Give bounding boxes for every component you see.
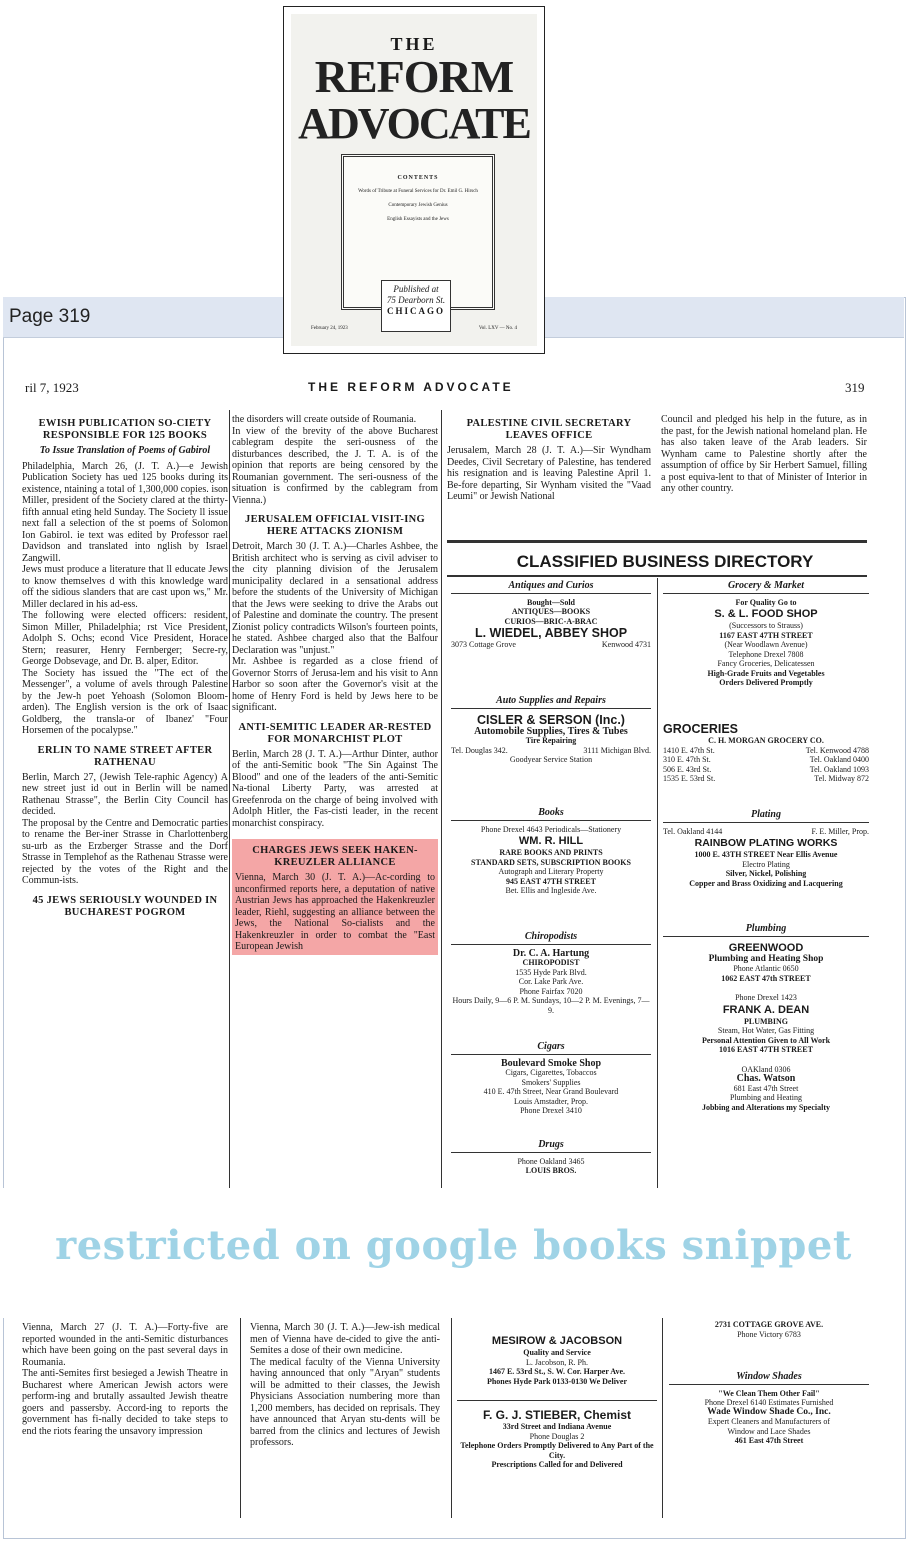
article-paragraph: Council and pledged his help in the future, as in the past, for the Jewish national homeland plan. He has also taken leave of the Arab leaders. Sir Wynham came to Palestine shortly after the assumption of office by Sir Herbert Samuel, filling a post equiva-lent to that of Minister of Interior in any other country. — [661, 414, 867, 494]
section-heading: Books — [451, 808, 651, 821]
scanned-page-upper — [5, 338, 902, 1188]
ad-business-name: Dr. C. A. Hartung — [512, 947, 590, 959]
cover-published-line: CHICAGO — [386, 306, 445, 316]
section-heading: Drugs — [451, 1140, 651, 1153]
ad-auto — [451, 696, 651, 765]
ad-line: Copper and Brass Oxidizing and Lacquering — [689, 878, 843, 888]
cover-published-line: Published at — [393, 284, 439, 294]
ad-business-name: S. & L. FOOD SHOP — [714, 608, 818, 620]
article-paragraph: The Society has issued the "The ect of the Messenger", a volume of avels through Palestine by the Jew-h poet Yehoash (Solomon Bloom-arden). The English version is the ork of Isaac Goldberg, the transla-or of Ibanez' "Four Horsemen of the pocalypse." — [22, 667, 228, 736]
article-paragraph: Berlin, March 28 (J. T. A.)—Arthur Dinter, author of the anti-Semitic book "The Sin Against The Blood" and one of the leaders of the anti-Semitic Na-tional Liberty Party, was arrested at Greefenroda on the charge of being involved with Adolph Hitler, the Fas-cisti leader, in the recent monarchist conspiracy. — [232, 748, 438, 829]
headline: EWISH PUBLICATION SO-CIETY RESPONSIBLE FOR 125 BOOKS — [38, 418, 212, 441]
ad-line: Phone Victory 6783 — [737, 1329, 801, 1339]
ad-line: Electro Plating — [742, 859, 790, 869]
ad-business-name: Wade Window Shade Co., Inc. — [707, 1406, 831, 1417]
column-2 — [232, 414, 438, 955]
ad-business-name: MESIROW & JACOBSON — [491, 1335, 623, 1347]
section-heading: Plating — [663, 810, 869, 823]
cover-the: THE — [390, 34, 438, 54]
ad-line: Autograph and Literary Property — [498, 867, 604, 876]
ad-line: Tel. Oakland 0400 — [809, 755, 869, 764]
ad-rule — [457, 1400, 657, 1401]
ad-line: High-Grade Fruits and Vegetables — [707, 668, 825, 678]
ad-line: For Quality Go to — [735, 597, 797, 607]
ad-line: Phones Hyde Park 0133-0130 We Deliver — [486, 1376, 628, 1386]
magazine-cover-thumbnail[interactable] — [283, 6, 545, 354]
subheadline: To Issue Translation of Poems of Gabirol — [39, 445, 211, 456]
ad-line: CURIOS—BRIC-A-BRAC — [504, 616, 598, 626]
ad-line: 461 East 47th Street — [734, 1436, 804, 1445]
ad-line: 2731 COTTAGE GROVE AVE. — [714, 1320, 824, 1329]
running-head-title: THE REFORM ADVOCATE — [308, 380, 514, 394]
ad-business-name: WM. R. HILL — [518, 835, 584, 847]
headline: ANTI-SEMITIC LEADER AR-RESTED FOR MONARCHIST PLOT — [238, 721, 432, 745]
headline: CHARGES JEWS SEEK HAKEN-KREUZLER ALLIANCE — [252, 845, 418, 868]
headline: PALESTINE CIVIL SECRETARY LEAVES OFFICE — [466, 418, 632, 441]
ad-line: Bet. Ellis and Ingleside Ave. — [505, 886, 597, 895]
cover-published-box — [381, 280, 451, 332]
article-paragraph: The following were elected officers: resident, Simon Miller, Philadelphia; rst Vice President, Adolph S. Ochs; econd Vice President, Horace Stern; reasurer, Henry Fernberger; Secre-ry, George Dobsevage, and Dr. B. alper, Editor. — [22, 610, 228, 667]
ad-business-name: Boulevard Smoke Shop — [500, 1057, 602, 1069]
ad-line: Jobbing and Alterations my Specialty — [701, 1102, 830, 1112]
column-1-lower — [22, 1322, 228, 1437]
ad-line: 1535 Hyde Park Blvd. — [515, 967, 587, 977]
ad-line: Tel. Douglas 342. — [451, 745, 508, 755]
ad-line: Kenwood 4731 — [601, 640, 651, 649]
ad-line: Telephone Orders Promptly Delivered to Any Part of the City. — [460, 1441, 654, 1460]
restricted-notice: restricted on google books snippet — [55, 1222, 852, 1269]
ad-line: Tel. Oakland 1093 — [809, 764, 869, 774]
directory-top-rule — [447, 540, 867, 543]
ad-line: 1167 EAST 47TH STREET — [719, 630, 813, 640]
ad-mesirow — [457, 1334, 657, 1386]
ad-cottage-grove — [669, 1320, 869, 1339]
ad-business-name: GREENWOOD — [728, 941, 804, 954]
headline: JERUSALEM OFFICIAL VISIT-ING HERE ATTACKS ZIONISM — [245, 514, 425, 537]
cover-contents-item: Words of Tribute at Funeral Services for Dr. Emil G. Hirsch — [358, 189, 478, 194]
section-heading: Cigars — [451, 1042, 651, 1055]
column-rule — [229, 410, 230, 1188]
ad-line: Cigars, Cigarettes, Tobaccos — [505, 1068, 597, 1077]
ad-line: 506 E. 43rd St. — [663, 764, 712, 774]
article-paragraph: the disorders will create outside of Roumania. — [232, 414, 417, 425]
directory-column-rule — [662, 1318, 663, 1518]
ad-business-name: L. WIEDEL, ABBEY SHOP — [474, 626, 628, 640]
column-rule — [441, 410, 442, 1188]
ad-line: 3111 Michigan Blvd. — [583, 745, 651, 755]
ad-business-name: CISLER & SERSON (Inc.) — [477, 712, 625, 727]
ad-line: Tire Repairing — [525, 736, 577, 745]
cover-contents-title: CONTENTS — [397, 175, 439, 181]
ad-line: ANTIQUES—BOOKS — [511, 607, 591, 616]
article-paragraph: Mr. Ashbee is regarded as a close friend of Governor Storrs of Jerusa-lem and his visit to Ann Harbor so soon after the Governor's visit at the home of Henry Ford is held by Jews here to be significant. — [232, 656, 438, 713]
ad-line: "We Clean Them Other Fail" — [718, 1388, 820, 1398]
ad-line: Phone Atlantic 0650 — [733, 964, 799, 973]
ad-line: 3073 Cottage Grove — [451, 640, 516, 649]
ad-line: Phone Oakland 3465 — [517, 1156, 585, 1166]
ad-line: F. E. Miller, Prop. — [811, 826, 869, 836]
ad-line: Phone Drexel 4643 Periodicals—Stationery — [480, 824, 622, 834]
ad-line: STANDARD SETS, SUBSCRIPTION BOOKS — [471, 857, 631, 867]
ad-line: 1062 EAST 47th STREET — [721, 973, 811, 983]
article-paragraph: Jews must produce a literature that ll educate Jews to know themselves d with this knowledge ward off the sidious slanders that are cast upon ws," Mr. Miller declared in his ad-ess. — [22, 564, 228, 610]
ad-line: C. H. MORGAN GROCERY CO. — [708, 736, 824, 745]
ad-line: Bought—Sold — [526, 597, 576, 607]
section-heading: Auto Supplies and Repairs — [451, 696, 651, 709]
cover-footer — [311, 326, 517, 331]
column-1 — [22, 414, 228, 922]
ad-line: 681 East 47th Street — [733, 1083, 799, 1093]
restricted-snippet-banner — [3, 1188, 904, 1318]
ad-plating — [663, 810, 869, 888]
ad-line: Expert Cleaners and Manufacturers of — [707, 1417, 831, 1426]
cover-published-line: 75 Dearborn St. — [386, 295, 446, 305]
ad-line: L. Jacobson, R. Ph. — [526, 1357, 588, 1367]
scanned-page-lower — [5, 1318, 902, 1533]
ad-stieber — [457, 1408, 657, 1470]
cover-advocate: ADVOCATE — [298, 99, 530, 148]
ad-grocery — [663, 581, 869, 688]
directory-column-rule — [657, 578, 658, 1188]
article-paragraph: Detroit, March 30 (J. T. A.)—Charles Ashbee, the British architect who is serving as civil adviser to the city planning division of the Jerusalem municipality declared in a sensational address before the students of the University of Michigan that the Jews were seeking to drive the Arabs out of Palestine and dominate the country. The present Zionist policy contradicts Wilson's fourteen points, he stated. Ashbee charged also that the Balfour Declaration was "unjust." — [232, 541, 438, 656]
section-heading: Chiropodists — [451, 932, 651, 945]
ad-line: Hours Daily, 9—6 P. M. Sundays, 10—2 P. M. Evenings, 7—9. — [452, 996, 650, 1015]
ad-window-shades — [669, 1372, 869, 1446]
ad-line: Telephone Drexel 7808 — [728, 649, 804, 659]
running-head-date: ril 7, 1923 — [25, 380, 79, 395]
cover-image — [291, 14, 537, 346]
cover-contents-item: English Essayists and the Jews — [387, 217, 449, 222]
ad-chiropodist — [451, 932, 651, 1015]
ad-line: Goodyear Service Station — [509, 755, 593, 764]
ad-line: 33rd Street and Indiana Avenue — [502, 1422, 612, 1431]
ad-line: Orders Delivered Promptly — [719, 678, 813, 687]
ad-line: Phone Douglas 2 — [529, 1431, 585, 1441]
headline: 45 JEWS SERIOUSLY WOUNDED IN BUCHAREST POGROM — [32, 894, 218, 918]
ad-line: 1467 E. 53rd St., S. W. Cor. Harper Ave. — [488, 1367, 626, 1376]
ad-line: Steam, Hot Water, Gas Fitting — [717, 1026, 815, 1035]
ad-line: Plumbing and Heating Shop — [708, 953, 824, 964]
ad-business-name: FRANK A. DEAN — [722, 1003, 810, 1016]
ad-business-name: RAINBOW PLATING WORKS — [694, 837, 838, 849]
cover-date: February 24, 1923 — [311, 326, 348, 331]
ad-groceries — [663, 722, 869, 784]
article-paragraph: The anti-Semites first besieged a Jewish Theatre in Bucharest where American Jewish actors were perform-ing and brutally assaulted Jewish theatre goers and passersby. Accord-ing to reports the government has fi-nally decided to take steps to end the riots fearing the unsavory impression — [22, 1368, 228, 1437]
article-paragraph: Berlin, March 27, (Jewish Tele-raphic Agency) A new street just id out in Berlin will be named Rathenau Strasse", the Berlin City Council has decided. — [22, 771, 228, 817]
ad-line: Phone Fairfax 7020 — [519, 986, 583, 996]
ad-cigars — [451, 1042, 651, 1116]
ad-line: Automobile Supplies, Tires & Tubes — [474, 725, 628, 737]
article-paragraph: Philadelphia, March 26, (J. T. A.)—e Jewish Publication Society has ued 125 books during its existence, ntaining a total of 1,300,000 copies. ison Miller, president of the Society clared at the thirty-fifth annual eting held Sunday. The Society ll issue next fall a selection of the st poems of Solomon Ion Gabirol. ie text was edited by Professor rael Davidson and translated into nglish by Israel Zangwill. — [22, 460, 228, 564]
ad-line: Phone Drexel 6140 Estimates Furnished — [704, 1398, 834, 1407]
ad-line: Tel. Midway 872 — [814, 774, 869, 783]
ad-line: Tel. Kenwood 4788 — [805, 745, 869, 755]
headline: ERLIN TO NAME STREET AFTER RATHENAU — [37, 744, 213, 768]
ad-line: OAKland 0306 — [741, 1064, 791, 1074]
page-number-label: Page 319 — [9, 306, 91, 327]
section-heading: Window Shades — [669, 1372, 869, 1385]
article-paragraph: Vienna, March 30 (J. T. A.)—Ac-cording to unconfirmed reports here, a deputation of native Austrian Jews has approached the Hakenkreuzler leader, Riehl, suggesting an alliance between the Jews, the National So-cialists and the Hakenkreuzler in order to combat the "East European Jewish — [235, 872, 435, 952]
column-3 — [447, 414, 651, 503]
ad-line: Quality and Service — [523, 1348, 591, 1357]
ad-line: CHIROPODIST — [522, 958, 580, 967]
ad-line: Window and Lace Shades — [727, 1426, 811, 1436]
article-paragraph: The medical faculty of the Vienna University having announced that only "Aryan" students will be admitted to their classes, the Jewish Physicians Association numbering more than 1,200 members, has decided on reprisals. They have announced that Aryan stu-dents will be barred from the clinics and lectures of Jewish professors. — [250, 1356, 440, 1448]
ad-business-name: GROCERIES — [663, 722, 739, 736]
cover-contents-item: Contemporary Jewish Genius — [388, 203, 448, 208]
column-4 — [661, 414, 867, 495]
section-heading: Antiques and Curios — [451, 581, 651, 594]
column-rule — [240, 1318, 241, 1518]
cover-reform: REFORM — [314, 51, 514, 102]
ad-books — [451, 808, 651, 896]
article-paragraph: In view of the brevity of the above Bucharest cablegram despite the seri-ousness of the disturbances described, the J. T. A. is of the opinion that reports are being censored by the Roumanian government. The seri-ousness of the situation is confirmed by the cablegram from Vienna.) — [232, 425, 438, 506]
ad-line: Phone Drexel 1423 — [735, 993, 797, 1002]
ad-line: (Near Woodlawn Avenue) — [724, 640, 808, 649]
section-heading: Plumbing — [663, 924, 869, 937]
article-paragraph: Vienna, March 30 (J. T. A.)—Jew-ish medical men of Vienna have de-cided to give the anti-Semites a dose of their own medicine. — [250, 1322, 440, 1356]
ad-line: Louis Amstadter, Prop. — [514, 1096, 588, 1106]
ad-plumbing — [663, 924, 869, 1112]
ad-line: 1016 EAST 47TH STREET — [719, 1045, 813, 1054]
ad-antiques — [451, 581, 651, 650]
ad-line: 1535 E. 53rd St. — [663, 774, 716, 783]
article-paragraph: Vienna, March 27 (J. T. A.)—Forty-five are reported wounded in the anti-Semitic disturbances which have been going on the past several days in Roumania. — [22, 1322, 228, 1368]
ad-line: 310 E. 47th St. — [663, 755, 711, 764]
ad-line: Plumbing and Heating — [730, 1093, 802, 1102]
ad-line: 945 EAST 47TH STREET — [506, 876, 596, 886]
highlighted-search-result[interactable] — [232, 839, 438, 955]
ad-line: 1410 E. 47th St. — [663, 745, 715, 755]
ad-line: LOUIS BROS. — [525, 1166, 577, 1175]
section-heading: Grocery & Market — [663, 581, 869, 594]
ad-line: Tel. Oakland 4144 — [663, 826, 723, 836]
ad-line: Silver, Nickel, Polishing — [725, 869, 807, 878]
ad-line: (Successors to Strauss) — [729, 621, 803, 630]
ad-line: Personal Attention Given to All Work — [701, 1035, 831, 1045]
column-2-lower — [250, 1322, 440, 1449]
cover-volume: Vol. LXV — No. 4 — [478, 326, 517, 331]
ad-line: RARE BOOKS AND PRINTS — [499, 848, 603, 857]
ad-line: Phone Drexel 3410 — [520, 1106, 582, 1115]
running-head-page: 319 — [845, 380, 865, 395]
ad-business-name: F. G. J. STIEBER, Chemist — [482, 1408, 632, 1422]
column-rule — [451, 1318, 452, 1518]
ad-line: 1000 E. 43TH STREET Near Ellis Avenue — [694, 850, 838, 859]
article-paragraph: The proposal by the Centre and Democratic parties to rename the Ber-iner Strasse in Charlottenberg su-urb as the Erzberger Strasse and the Dorf Strasse in Templehof as the Rathenau Strasse were rejected by the votes of the Right and the Commun-ists. — [22, 817, 228, 886]
ad-line: Prescriptions Called for and Delivered — [491, 1460, 623, 1469]
ad-line: Smokers' Supplies — [521, 1077, 581, 1087]
directory-title: CLASSIFIED BUSINESS DIRECTORY — [516, 552, 814, 571]
ad-line: Fancy Groceries, Delicatessen — [717, 659, 815, 668]
ad-line: PLUMBING — [744, 1016, 788, 1026]
ad-line: Cor. Lake Park Ave. — [518, 977, 584, 986]
article-paragraph: Jerusalem, March 28 (J. T. A.)—Sir Wyndham Deedes, Civil Secretary of Palestine, has tendered his resignation and is leaving Palestine April 1. Be-fore departing, Sir Wynham visited the "Vaad Leumi" or Jewish National — [447, 445, 651, 502]
directory-title-rule — [447, 575, 867, 577]
ad-business-name: Chas. Watson — [736, 1073, 796, 1084]
ad-drugs — [451, 1140, 651, 1176]
ad-line: 410 E. 47th Street, Near Grand Boulevard — [483, 1087, 619, 1096]
